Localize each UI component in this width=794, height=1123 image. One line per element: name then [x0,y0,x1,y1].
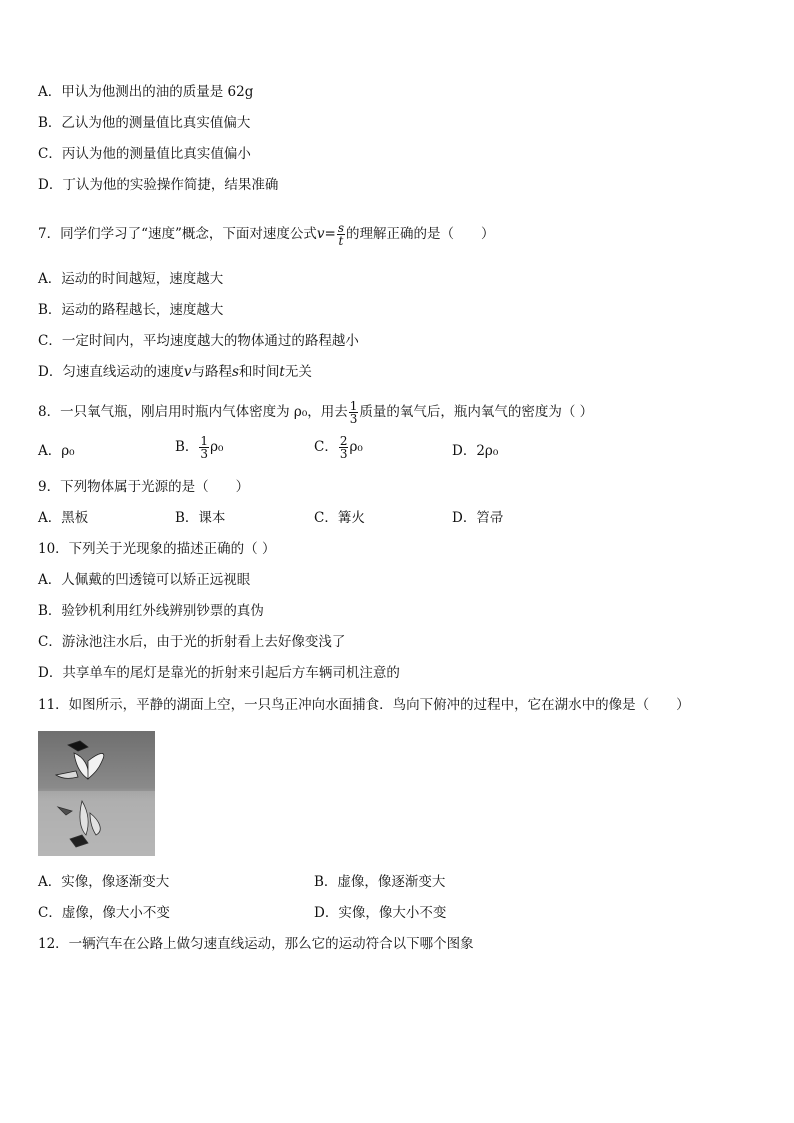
q8-frac-den: 3 [349,412,358,426]
q8-option-c-label: C． [314,439,338,455]
q7-option-d-s: s [231,364,239,380]
q9-option-d: D．笤帚 [452,510,504,526]
q7-option-d-t: t [279,364,285,380]
q10-option-c: C．游泳池注水后，由于光的折射看上去好像变浅了 [38,634,346,650]
q8-option-b [175,435,223,460]
q10-option-d: D．共享单车的尾灯是靠光的折射来引起后方车辆司机注意的 [38,665,400,681]
q6-option-c: C．丙认为他的测量值比真实值偏小 [38,146,251,162]
q8-stem-after: 质量的氧气后，瓶内氧气的密度为（ ） [359,404,594,420]
q11-option-c: C．虚像，像大小不变 [38,905,170,921]
q8-option-d: D．2ρ₀ [452,443,499,459]
q6-option-d: D．丁认为他的实验操作简捷，结果准确 [38,177,279,193]
q7-option-a: A．运动的时间越短，速度越大 [38,271,224,287]
q7-stem [38,222,495,247]
q7-option-d-p6: 无关 [284,364,312,380]
q8-stem-before: 8．一只氧气瓶，刚启用时瓶内气体密度为 ρ₀，用去 [38,404,348,420]
q7-frac-num: s [337,221,345,235]
q9-option-b: B．课本 [175,510,226,526]
q8-frac-num: 1 [349,399,358,413]
q8-option-b-tail: ρ₀ [210,439,224,455]
q8-option-a: A．ρ₀ [38,443,75,459]
q7-option-d [38,363,312,381]
q8-option-b-label: B． [175,439,199,455]
q8-option-b-num: 1 [200,434,209,448]
q9-option-c: C．篝火 [314,510,365,526]
q7-frac-den: t [338,234,344,248]
q7-option-d-p4: 和时间 [238,364,280,380]
bird-reflection-photo [38,731,155,856]
q10-option-b: B．验钞机利用红外线辨别钞票的真伪 [38,603,264,619]
q7-option-b: B．运动的路程越长，速度越大 [38,302,224,318]
q9-stem: 9．下列物体属于光源的是（ ） [38,479,250,495]
q7-option-d-p2: 与路程 [191,364,232,380]
q7-formula-lhs: v= [316,226,336,242]
q12-stem: 12．一辆汽车在公路上做匀速直线运动，那么它的运动符合以下哪个图象 [38,936,474,952]
q8-option-c-num: 2 [339,434,348,448]
q8-option-c-den: 3 [339,447,348,461]
q8-option-b-den: 3 [200,447,209,461]
q7-stem-before: 7．同学们学习了“速度”概念，下面对速度公式 [38,226,317,242]
q7-option-c: C．一定时间内，平均速度越大的物体通过的路程越小 [38,333,359,349]
q8-option-c-fraction [339,435,349,460]
q7-option-d-v: v [183,364,192,380]
q8-fraction [349,400,359,425]
q6-option-a: A．甲认为他测出的油的质量是 62g [38,84,254,100]
q11-stem: 11．如图所示，平静的湖面上空，一只鸟正冲向水面捕食．鸟向下俯冲的过程中，它在湖水中的像是（ ） [38,697,690,713]
q11-option-a: A．实像，像逐渐变大 [38,874,170,890]
q6-option-b: B．乙认为他的测量值比真实值偏大 [38,115,251,131]
q7-option-d-p0: D．匀速直线运动的速度 [38,364,184,380]
q8-option-c [314,435,363,460]
q11-option-b: B．虚像，像逐渐变大 [314,874,446,890]
q8-option-b-fraction [199,435,209,460]
q10-option-a: A．人佩戴的凹透镜可以矫正远视眼 [38,572,251,588]
q8-stem [38,400,593,425]
q11-option-d: D．实像，像大小不变 [314,905,447,921]
q10-stem: 10．下列关于光现象的描述正确的（ ） [38,541,276,557]
q8-option-c-tail: ρ₀ [349,439,363,455]
q7-formula-fraction [337,222,345,247]
q7-stem-after: 的理解正确的是（ ） [346,226,495,242]
q9-option-a: A．黑板 [38,510,89,526]
